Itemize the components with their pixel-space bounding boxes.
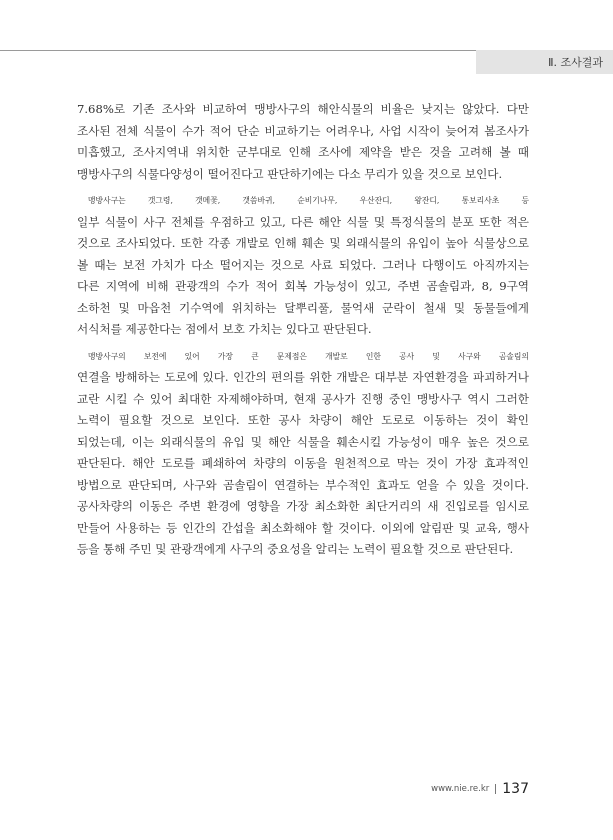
text-line: 맹방사구는 갯그령, 갯메꽃, 갯씀바귀, 순비기나무, 우산잔디, 왕잔디, 통보리사초 등 — [88, 196, 529, 205]
text-line: 노력이 필요할 것으로 보인다. 또한 공사 차량이 해안 도로로 이동하는 것이 확인 — [77, 413, 529, 427]
text-line: 맹방사구의 식물다양성이 떨어진다고 판단하기에는 다소 무리가 있을 것으로 보인다. — [77, 166, 503, 181]
footer-divider — [495, 784, 496, 794]
paragraph-3 — [77, 346, 529, 561]
text-line: 되었는데, 이는 외래식물의 유입 및 해안 식물을 훼손시킬 가능성이 매우 높은 것으로 — [77, 434, 529, 449]
text-line: 교란 시킬 수 있어 최대한 자제해야하며, 현재 공사가 진행 중인 맹방사구 역시 그러한 — [77, 391, 529, 406]
footer-url: www.nie.re.kr — [431, 784, 490, 794]
text-line: 판단된다. 해안 도로를 폐쇄하여 차량의 이동을 원천적으로 막는 것이 가장 효과적인 — [77, 456, 529, 470]
text-line: 소하천 및 마읍천 기수역에 위치하는 달뿌리풀, 물억새 군락이 철새 및 동물들에게 — [77, 300, 529, 315]
text-line: 방법으로 판단되며, 사구와 곰솔림이 연결하는 부수적인 효과도 얻을 수 있을 것이다. — [77, 477, 529, 492]
text-line: 일부 식물이 사구 전체를 우점하고 있고, 다른 해안 식물 및 특정식물의 분포 또한 적은 — [77, 214, 529, 229]
page-footer — [431, 781, 529, 797]
text-line: 미흡했고, 조사지역내 위치한 군부대로 인해 조사에 제약을 받은 것을 고려해 볼 때 — [77, 145, 529, 159]
text-line: 서식처를 제공한다는 점에서 보호 가치는 있다고 판단된다. — [77, 322, 372, 336]
text-line: 맹방사구의 보전에 있어 가장 큰 문제점은 개발로 인한 공사 및 사구와 곰솔림의 — [88, 351, 529, 361]
text-line: 공사차량의 이동은 주변 환경에 영향을 가장 최소화한 최단거리의 새 진입로를 임시로 — [77, 499, 529, 513]
text-line: 조사된 전체 식물이 수가 적어 단순 비교하기는 어려우나, 사업 시작이 늦어져 봄조사가 — [77, 123, 529, 138]
page-number: 137 — [502, 781, 529, 797]
text-line: 연결을 방해하는 도로에 있다. 인간의 편의를 위한 개발은 대부분 자연환경을 파괴하거나 — [77, 370, 529, 384]
text-line: 만들어 사용하는 등 인간의 간섭을 최소화해야 할 것이다. 이외에 알림판 및 교육, 행사 — [77, 520, 529, 535]
text-line: 볼 때는 보전 가치가 다소 떨어지는 것으로 사료 되었다. 그러나 다행이도 아직까지는 — [77, 257, 529, 272]
text-line: 다른 지역에 비해 관광객의 수가 적어 회복 가능성이 있고, 주변 곰솔림과, 8, 9구역 — [77, 279, 529, 293]
body-text — [77, 99, 529, 561]
paragraph-1 — [77, 99, 529, 185]
text-line: 것으로 조사되었다. 또한 각종 개발로 인해 훼손 및 외래식물의 유입이 높아 식물상으로 — [77, 236, 529, 250]
section-title: Ⅱ. 조사결과 — [548, 56, 603, 69]
text-line: 7.68%로 기존 조사와 비교하여 맹방사구의 해안식물의 비율은 낮지는 않았다. 다만 — [77, 102, 529, 116]
paragraph-2 — [77, 190, 529, 341]
section-header — [476, 50, 613, 74]
text-line: 등을 통해 주민 및 관광객에게 사구의 중요성을 알리는 노력이 필요할 것으로 판단된다. — [77, 542, 514, 556]
